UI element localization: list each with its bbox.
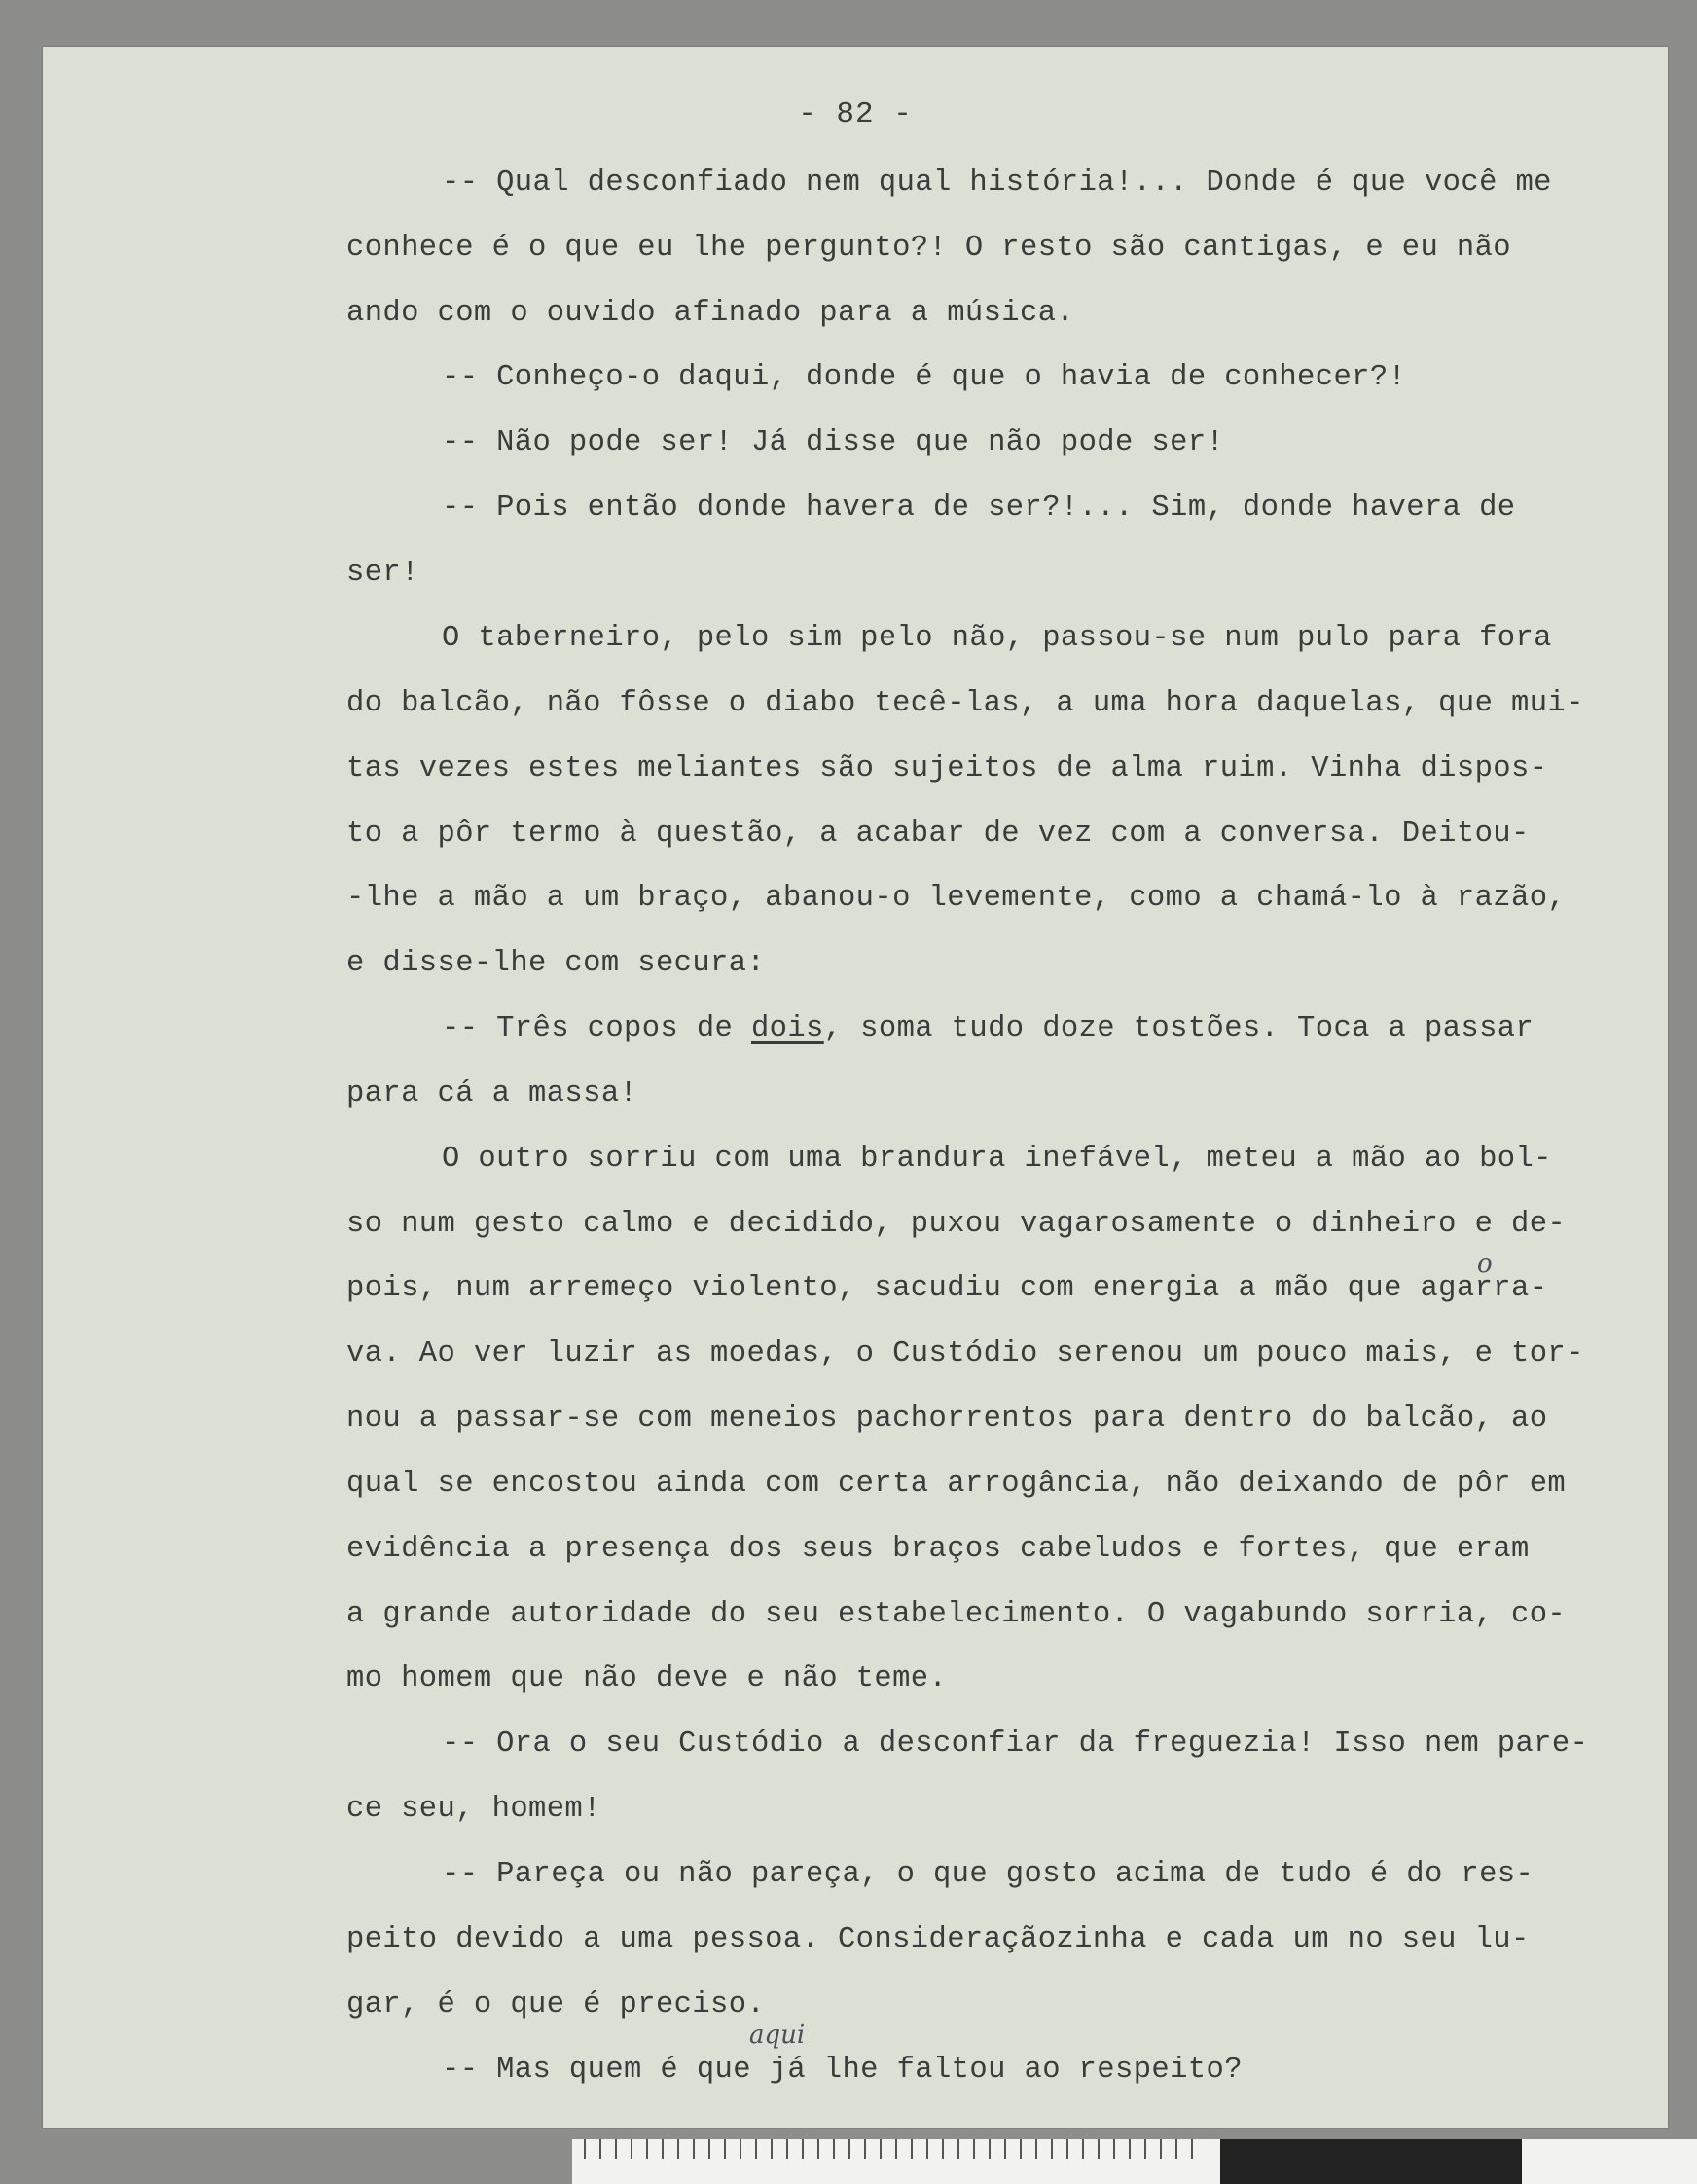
text-line: ando com o ouvido afinado para a música. — [346, 297, 1075, 330]
text-line: -- Conheço-o daqui, donde é que o havia de conhecer?! — [442, 361, 1407, 394]
text-line: O taberneiro, pelo sim pelo não, passou-se num pulo para fora — [442, 622, 1552, 655]
text-line: va. Ao ver luzir as moedas, o Custódio serenou um pouco mais, e tor- — [346, 1337, 1584, 1370]
text-line: -- Qual desconfiado nem qual história!... Donde é que você me — [442, 166, 1552, 200]
text-line: gar, é o que é preciso. — [346, 1988, 766, 2021]
text-line: ser! — [346, 557, 419, 590]
text-line: ce seu, homem! — [346, 1793, 601, 1826]
text-line: -lhe a mão a um braço, abanou-o levemente, como a chamá-lo à razão, — [346, 882, 1567, 915]
text-line: nou a passar-se com meneios pachorrentos para dentro do balcão, ao — [346, 1402, 1548, 1436]
text-line: -- Não pode ser! Já disse que não pode ser! — [442, 426, 1225, 459]
text-line — [442, 1009, 1697, 1048]
handwritten-annotation: aqui — [749, 2020, 806, 2050]
text-line: -- Pois então donde havera de ser?!... Sim, donde havera de — [442, 491, 1516, 525]
text-segment: , soma tudo doze tostões. Toca a passar — [823, 1012, 1535, 1045]
text-line: pois, num arremeço violento, sacudiu com energia a mão que agarra- — [346, 1272, 1548, 1305]
handwritten-annotation: o — [1477, 1250, 1493, 1279]
text-line: so num gesto calmo e decidido, puxou vagarosamente o dinheiro e de- — [346, 1208, 1567, 1241]
text-line: e disse-lhe com secura: — [346, 947, 766, 980]
text-line: peito devido a uma pessoa. Consideraçãozinha e cada um no seu lu- — [346, 1923, 1530, 1956]
text-line: O outro sorriu com uma brandura inefável, meteu a mão ao bol- — [442, 1143, 1552, 1176]
text-segment: -- Três copos de — [442, 1012, 751, 1045]
text-line: tas vezes estes meliantes são sujeitos de alma ruim. Vinha dispos- — [346, 752, 1548, 785]
text-line: do balcão, não fôsse o diabo tecê-las, a uma hora daquelas, que mui- — [346, 687, 1584, 720]
underlined-word: dois — [750, 1012, 824, 1045]
text-line: a grande autoridade do seu estabelecimento. O vagabundo sorria, co- — [346, 1598, 1567, 1631]
scale-black-patch — [1220, 2139, 1522, 2184]
text-line: -- Pareça ou não pareça, o que gosto acima de tudo é do res- — [442, 1858, 1535, 1891]
text-line: to a pôr termo à questão, a acabar de vez com a conversa. Deitou- — [346, 818, 1530, 851]
text-line: conhece é o que eu lhe pergunto?! O resto são cantigas, e eu não — [346, 232, 1511, 265]
text-line: -- Mas quem é que já lhe faltou ao respeito? — [442, 2054, 1243, 2087]
text-line: qual se encostou ainda com certa arrogância, não deixando de pôr em — [346, 1468, 1567, 1501]
page-number: - 82 - — [798, 97, 913, 131]
text-line: evidência a presença dos seus braços cabeludos e fortes, que eram — [346, 1533, 1530, 1566]
document-page — [43, 47, 1668, 2128]
text-line: para cá a massa! — [346, 1077, 638, 1110]
text-line: -- Ora o seu Custódio a desconfiar da freguezia! Isso nem pare- — [442, 1728, 1589, 1761]
text-line: mo homem que não deve e não teme. — [346, 1662, 948, 1695]
scale-ticks — [584, 2139, 1207, 2159]
